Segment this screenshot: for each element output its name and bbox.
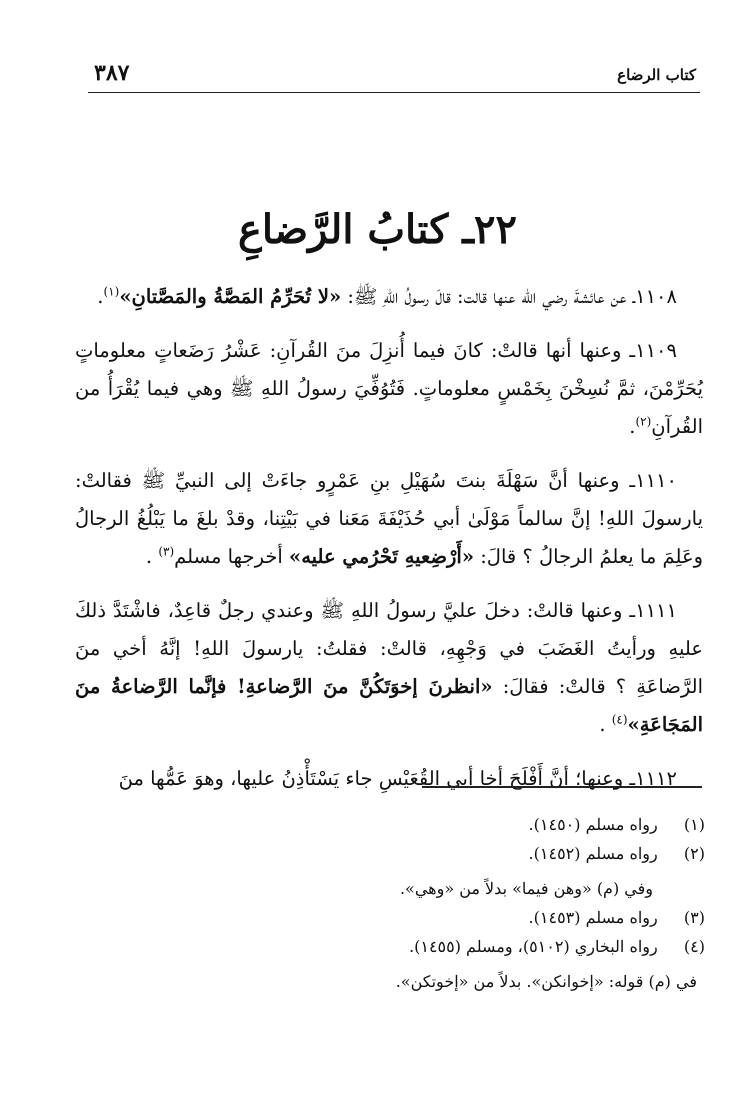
footnote-text: رواه مسلم (١٤٥٢).: [528, 844, 658, 863]
body-text: [75, 278, 703, 814]
hadith-number: ١١١٢ـ: [629, 767, 677, 790]
hadith-source: أخرجها مسلم: [174, 545, 290, 568]
hadith-tail: .: [599, 713, 612, 736]
hadith-number: ١١١١ـ: [629, 599, 677, 622]
footnotes: [200, 810, 705, 996]
page-number: ٣٨٧: [94, 60, 130, 86]
footnote-divider: [422, 786, 702, 788]
footnote-text: رواه مسلم (١٤٥٠).: [528, 815, 658, 834]
hadith-1110: [75, 462, 703, 576]
footnote-ref[interactable]: (١): [103, 284, 120, 299]
hadith-number: ١١١٠ـ: [629, 469, 677, 492]
hadith-tail: .: [629, 415, 636, 438]
footnote-item: [200, 903, 705, 932]
hadith-text: وعنها؛ أنَّ أَفْلَحَ أخا أبي القُعَيْسِ جاء يَسْتَأْذِنُ عليها، وهوَ عَمُّها منَ: [118, 767, 630, 790]
footnote-item: [200, 932, 705, 961]
footnote-number: (٢): [683, 844, 705, 863]
hadith-1109: [75, 332, 703, 446]
hadith-text: عن عائشةَ رضي الله عنها قالت: قالَ رسولُ اللهِ ﷺ:: [341, 285, 633, 308]
hadith-1112: [75, 760, 703, 798]
footnote-text: رواه البخاري (٥١٠٢)، ومسلم (١٤٥٥).: [409, 937, 658, 956]
hadith-number: ١١٠٩ـ: [629, 339, 677, 362]
prophetic-quote: «أَرْضِعيهِ تَحْرُمي عليه»: [289, 545, 475, 568]
chapter-title: ٢٢ـ كتابُ الرَّضاعِ: [238, 206, 517, 253]
hadith-number: ١١٠٨ـ: [632, 285, 677, 308]
prophetic-quote: «انظرنَ إخوَتَكُنَّ منَ الرَّضاعةِ! فإنَّما الرَّضاعةُ منَ المَجَاعَةِ»: [75, 675, 703, 736]
footnote-item: [200, 839, 705, 868]
running-header: [88, 58, 700, 93]
footnote-text: رواه مسلم (١٤٥٣).: [528, 908, 658, 927]
prophetic-quote: «لا تُحَرِّمُ المَصَّةُ والمَصَّتانِ»: [119, 285, 342, 308]
footnote-number: (٤): [683, 937, 705, 956]
running-title: كتاب الرضاع: [617, 66, 696, 84]
footnote-note: وفي (م) «وهن فيما» بدلاً من «وهي».: [399, 879, 653, 898]
footnote-number: (٣): [683, 908, 705, 927]
footnote-ref[interactable]: (٢): [635, 414, 652, 429]
hadith-text: وعنها قالتْ: دخلَ عليَّ رسولُ اللهِ ﷺ وعندي رجلٌ قاعِدٌ، فاشْتَدَّ ذلكَ عليهِ ورأيتُ الغَضَبَ في وَجْهِهِ، قالتْ: فقلتُ: يارسولَ اللهِ! إنَّهُ أخي منَ الرَّضاعَةِ ؟ قالتْ: فقالَ:: [75, 599, 704, 698]
hadith-text: وعنها أنَّ سَهْلَةَ بنتَ سُهَيْلِ بنِ عَمْرٍو جاءَتْ إلى النبيِّ ﷺ فقالتْ: يارسولَ اللهِ! إنَّ سالماً مَوْلَىٰ أبي حُذَيْفَةَ مَعَنا في بَيْتِنا، وقدْ بلغَ ما يَبْلُغُ الرجالُ وعَلِمَ ما يعلمُ الرجالُ ؟ قالَ:: [75, 469, 703, 568]
hadith-1108: [75, 278, 703, 316]
hadith-text: وعنها أنها قالتْ: كانَ فيما أُنزِلَ منَ القُرآنِ: عَشْرُ رَضَعاتٍ معلوماتٍ يُحَرِّمْنَ، ثمَّ نُسِخْنَ بِخَمْسٍ معلوماتٍ. فَتُوُفِّيَ رسولُ اللهِ ﷺ وهي فيما يُقْرَأُ من القُرآنِ: [75, 339, 703, 438]
hadith-tail: .: [145, 545, 159, 568]
footnote-note: في (م) قوله: «إخوانكن». بدلاً من «إخوتكن».: [395, 972, 697, 991]
footnote-ref[interactable]: (٤): [611, 712, 628, 727]
footnote-ref[interactable]: (٣): [158, 544, 175, 559]
footnote-item: [200, 810, 705, 839]
hadith-tail: .: [97, 285, 104, 308]
hadith-1111: [75, 592, 703, 744]
footnote-number: (١): [683, 815, 705, 834]
